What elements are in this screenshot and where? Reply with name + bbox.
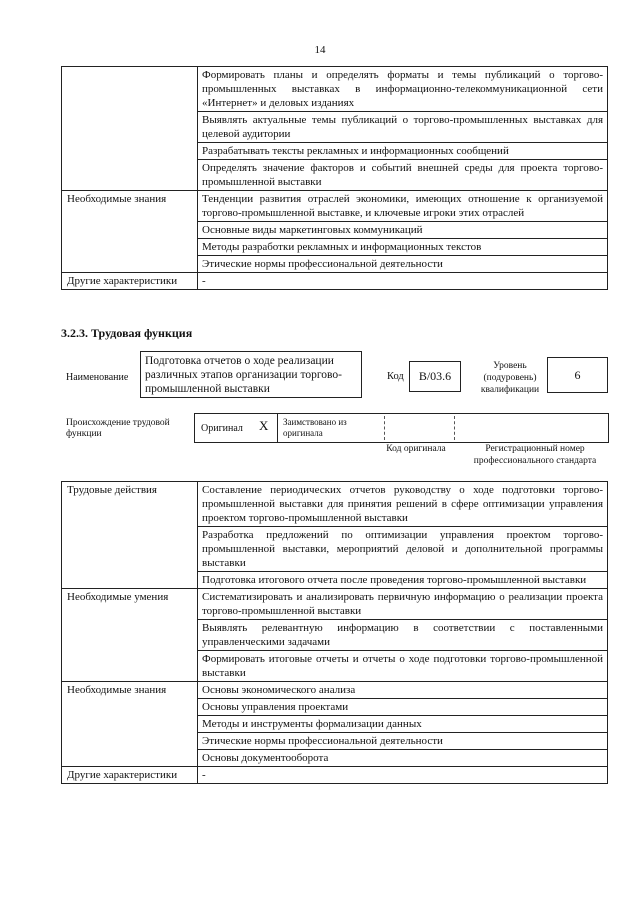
row-label: Необходимые знания [62,682,198,767]
table-row [62,682,608,699]
reg-number-label: Регистрационный номер профессионального стандарта [473,444,597,466]
origin-row [194,413,609,443]
level-label: Уровень (подуровень) квалификации [480,361,540,395]
original-mark: Х [259,418,269,433]
row-item: Подготовка итогового отчета после проведения торгово-промышленной выставки [198,572,608,589]
row-item: Составление периодических отчетов руководству о ходе подготовки торгово-промышленной выставки для принятия решений в сфере оптимизации управления проектом торгово-промышленной выставки [198,482,608,527]
row-item: Определять значение факторов и событий внешней среды для проекта торгово-промышленной выставки [198,160,608,191]
name-label: Наименование [66,372,129,383]
table-row [62,67,608,112]
origin-label: Происхождение трудовой функции [66,418,170,439]
row-item: - [198,767,608,784]
labour-function-table [61,481,608,784]
level-box [547,357,608,393]
row-item: Выявлять релевантную информацию в соответствии с поставленными управленческими задачами [198,620,608,651]
level-value: 6 [574,368,581,382]
row-item: Тенденции развития отраслей экономики, имеющих отношение к организуемой торгово-промышленной выставке, и ключевые игроки этих отраслей [198,191,608,222]
row-item: Основы управления проектами [198,699,608,716]
row-item: Этические нормы профессиональной деятельности [198,256,608,273]
row-item: Основы экономического анализа [198,682,608,699]
row-item: Выявлять актуальные темы публикаций о торгово-промышленных выставках для целевой аудитории [198,112,608,143]
row-label: Другие характеристики [62,273,198,290]
table-row [62,191,608,222]
table-row [62,482,608,527]
row-item: Разработка предложений по оптимизации управления проектом торгово-промышленной выставки, мероприятий деловой и дополнительной программы выставки [198,527,608,572]
table-row [62,273,608,290]
row-label: Другие характеристики [62,767,198,784]
row-label: Необходимые знания [62,191,198,273]
row-item: Этические нормы профессиональной деятельности [198,733,608,750]
original-label: Оригинал [201,423,243,434]
section-title: 3.2.3. Трудовая функция [61,326,193,340]
row-label: Трудовые действия [62,482,198,589]
row-item: Методы и инструменты формализации данных [198,716,608,733]
row-item: Основные виды маркетинговых коммуникаций [198,222,608,239]
code-box [409,361,461,392]
row-item: Основы документооборота [198,750,608,767]
function-name: Подготовка отчетов о ходе реализации различных этапов организации торгово-промышленной выставки [145,355,342,395]
row-item: Разрабатывать тексты рекламных и информационных сообщений [198,143,608,160]
row-item: Формировать планы и определять форматы и темы публикаций о торгово-промышленных выставках в информационно-телекоммуникационной сети «Интернет» и деловых изданиях [198,67,608,112]
code-value: B/03.6 [418,369,452,383]
requirements-table-continued [61,66,608,290]
code-original-label: Код оригинала [386,444,446,454]
row-item: Систематизировать и анализировать первичную информацию о реализации проекта торгово-промышленной выставки [198,589,608,620]
row-item: Методы разработки рекламных и информационных текстов [198,239,608,256]
function-name-box [140,351,362,398]
row-item: Формировать итоговые отчеты и отчеты о ходе подготовки торгово-промышленной выставки [198,651,608,682]
table-row [62,589,608,620]
code-label: Код [387,371,404,382]
row-item: - [198,273,608,290]
page-number: 14 [314,44,326,56]
row-label: Необходимые умения [62,589,198,682]
row-label [62,67,198,191]
table-row [62,767,608,784]
borrowed-label: Заимствовано из оригинала [283,417,347,438]
